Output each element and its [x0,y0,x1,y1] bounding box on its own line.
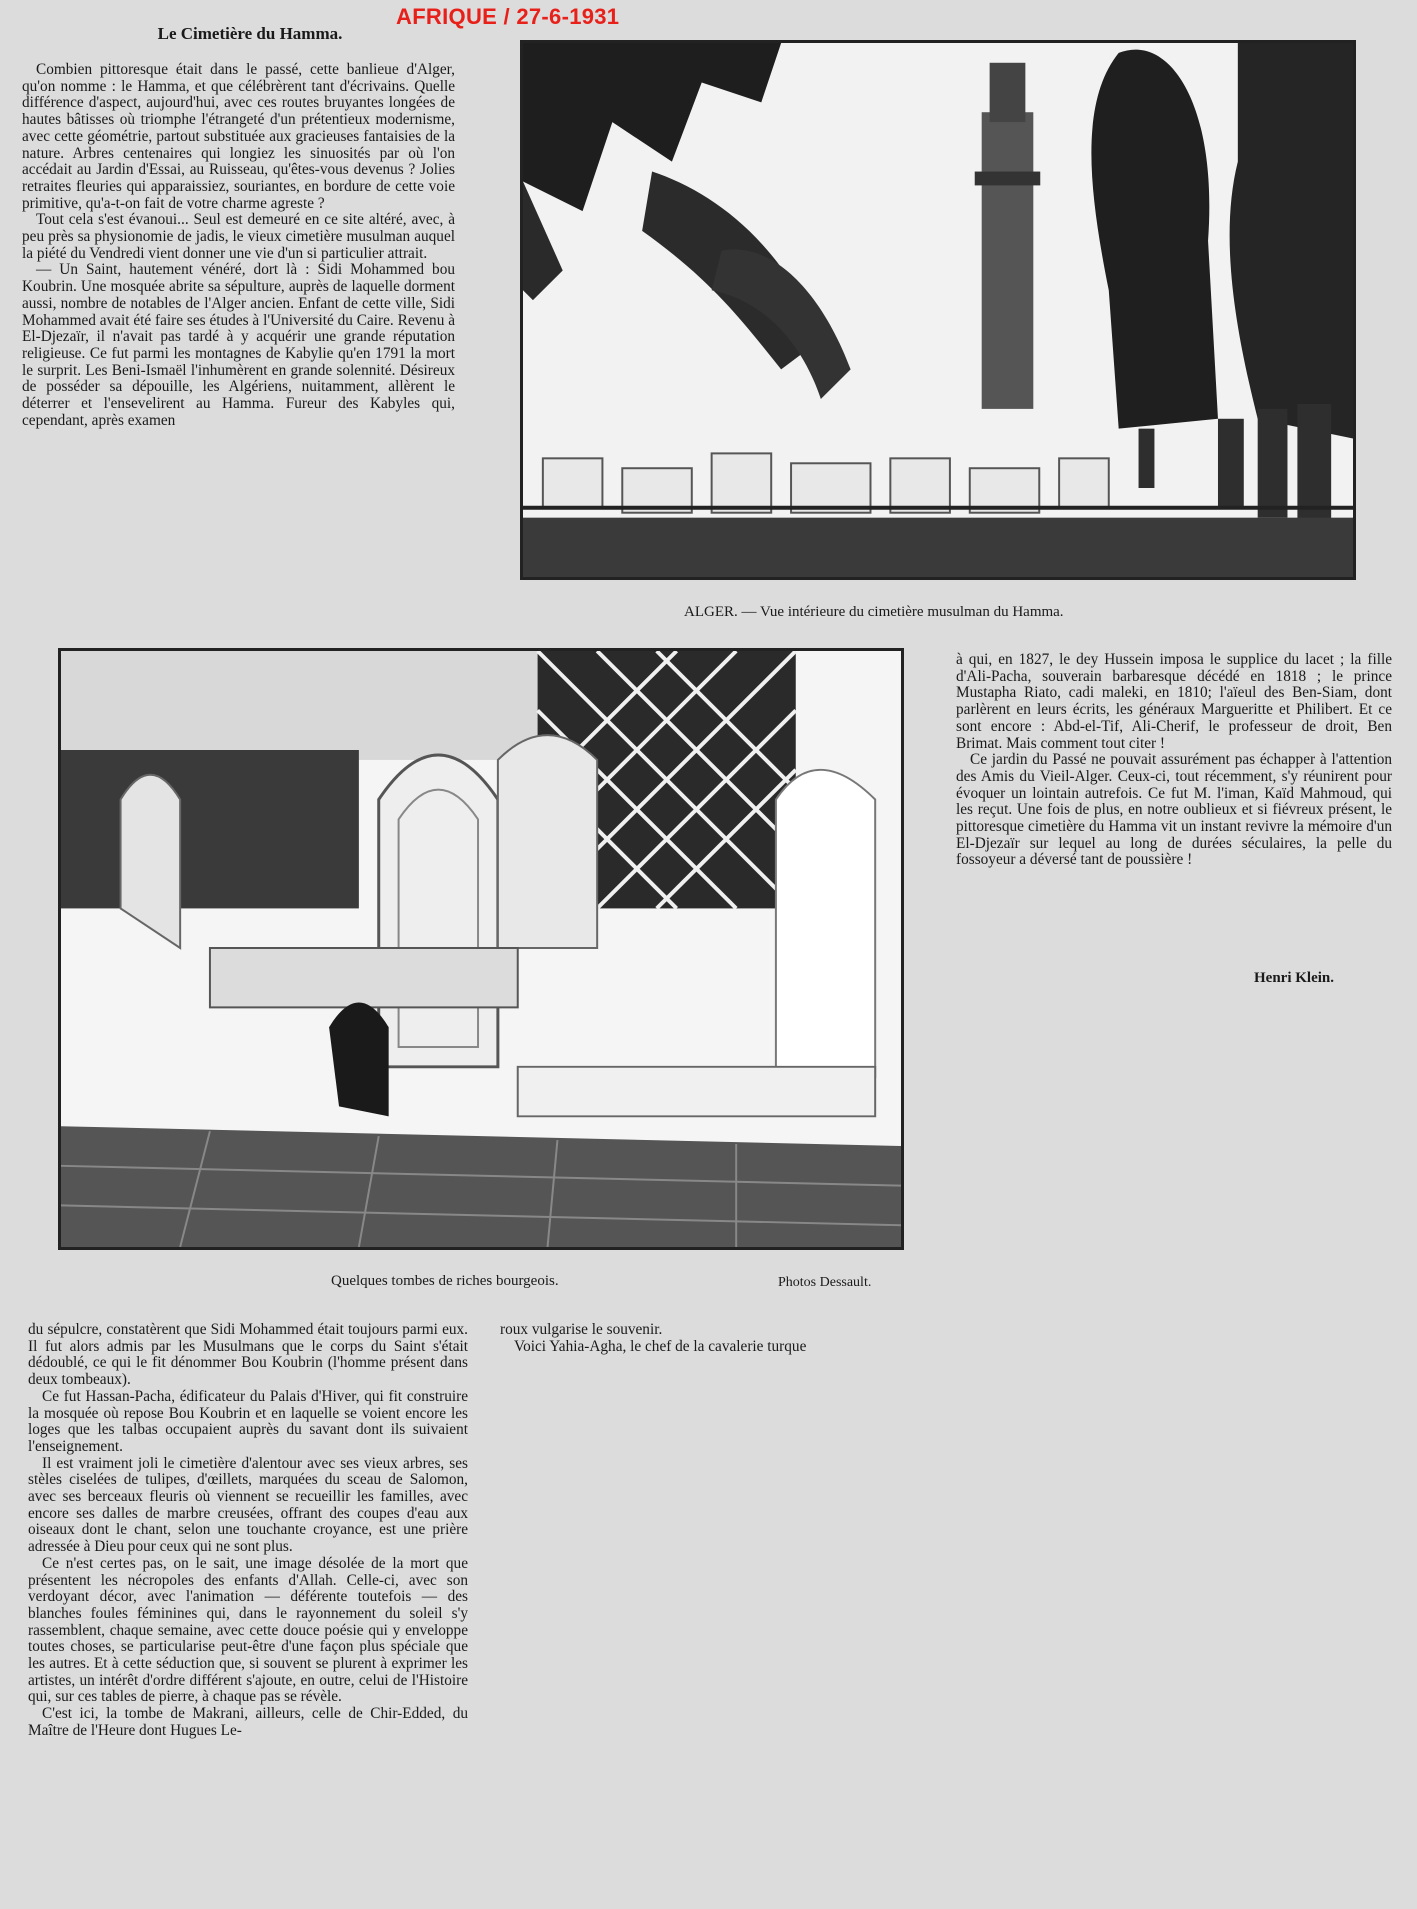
top-photo-caption: ALGER. — Vue intérieure du cimetière musulman du Hamma. [684,604,1064,620]
paragraph: Ce jardin du Passé ne pouvait assurément pas échapper à l'attention des Amis du Vieil-Alger. Ceux-ci, tout récemment, s'y réunirent pour évoquer un lointain autrefois. Ce fut M. l'iman, Kaïd Mahmoud, qui les reçut. Une fois de plus, en notre oublieux et si fiévreux présent, le pittoresque cimetière du Hamma vit un instant revivre la mémoire d'un El-Djezaïr sur lequel au long de durées séculaires, la pelle du fossoyeur a déversé tant de poussière ! [956,751,1392,869]
article-column-4 [956,652,1392,869]
article-column-3 [500,1322,940,1355]
paragraph: Ce fut Hassan-Pacha, édificateur du Palais d'Hiver, qui fit construire la mosquée où repose Bou Koubrin et en laquelle se voient encore les loges que les talbas occupaient auprès du savant dont ils suivaient l'enseignement. [28,1387,468,1455]
article-column-2 [28,1322,468,1740]
paragraph: à qui, en 1827, le dey Hussein imposa le supplice du lacet ; la fille d'Ali-Pacha, souverain barbaresque décédé en 1818 ; le prince Mustapha Riato, cadi maleki, en 1810; l'aïeul des Ben-Siam, dont parlèrent en leurs écrits, les généraux Margueritte et Philibert. Et ce sont encore : Abd-el-Tif, Ali-Cherif, le professeur de droit, Ben Brimat. Mais comment tout citer ! [956,651,1392,752]
archive-stamp: AFRIQUE / 27-6-1931 [396,4,620,29]
tombs-image [61,651,901,1247]
photo-credit: Photos Dessault. [778,1275,872,1290]
tombs-photo [58,648,904,1250]
paragraph: Combien pittoresque était dans le passé, cette banlieue d'Alger, qu'on nomme : le Hamma, et que célébrèrent tant d'écrivains. Quelle différence d'aspect, aujourd'hui, avec ces routes bruyantes longées de hautes bâtisses où triomphe l'étrangeté d'un prétentieux modernisme, avec cette géométrie, partout substituée aux gracieuses fantaisies de la nature. Arbres centenaires qui longiez les sinuosités par où l'on accédait au Jardin d'Essai, au Ruisseau, qu'êtes-vous devenus ? Jolies retraites fleuries qui apparaissiez, souriantes, en bordure de cette voie primitive, qu'a-t-on fait de votre charme agreste ? [22,61,455,212]
paragraph: roux vulgarise le souvenir. [500,1321,663,1338]
paragraph: Ce n'est certes pas, on le sait, une image désolée de la mort que présentent les nécropoles des enfants d'Allah. Celle-ci, avec son verdoyant décor, avec l'animation — déférente toutefois — des blanches foules féminines qui, dans le rayonnement du soleil s'y rassemblent, chaque semaine, avec cette douce poésie qui y enveloppe toutes choses, se particularise peut-être d'une façon plus spéciale que les autres. Et à cette séduction que, si souvent se plurent à exprimer les artistes, un intérêt d'ordre différent s'ajoute, en outre, celui de l'Histoire qui, sur ces tables de pierre, à chaque pas se révèle. [28,1554,468,1706]
paragraph: Voici Yahia-Agha, le chef de la cavalerie turque [514,1337,807,1355]
cemetery-interior-photo [520,40,1356,580]
author-signature: Henri Klein. [1254,970,1334,986]
paragraph: du sépulcre, constatèrent que Sidi Mohammed était toujours parmi eux. Il fut alors admis par les Musulmans que le corps du Saint s'était dédoublé, ce qui le fit dénommer Bou Koubrin (l'homme présent dans deux tombeaux). [28,1321,468,1389]
paragraph: Tout cela s'est évanoui... Seul est demeuré en ce site altéré, avec, à peu près sa physionomie de jadis, le vieux cimetière musulman auquel la piété du Vendredi vient donner une vie d'un si particulier attrait. [22,211,455,262]
cemetery-interior-image [523,43,1353,577]
article-title: Le Cimetière du Hamma. [157,24,343,43]
paragraph: Il est vraiment joli le cimetière d'alentour avec ses vieux arbres, ses stèles ciselées de tulipes, d'œillets, marquées du sceau de Salomon, avec ses berceaux fleuris où viennent se recueillir les familles, avec encore ses dalles de marbre creusées, offrant des coupes d'eau aux oiseaux dont le chant, selon une touchante croyance, est une prière adressée à Dieu pour ceux qui ne sont plus. [28,1454,468,1556]
article-column-1 [22,62,455,429]
bottom-photo-caption: Quelques tombes de riches bourgeois. [331,1273,559,1289]
paragraph: — Un Saint, hautement vénéré, dort là : Sidi Mohammed bou Koubrin. Une mosquée abrite sa sépulture, auprès de laquelle dorment aussi, nombre de notables de l'Alger ancien. Enfant de cette ville, Sidi Mohammed avait été faire ses études à l'Université du Caire. Revenu à El-Djezaïr, il n'avait pas tardé à y acquérir une grande réputation religieuse. Ce fut parmi les montagnes de Kabylie qu'en 1791 la mort le surprit. Les Beni-Ismaël l'inhumèrent en grande solennité. Désireux de posséder sa dépouille, les Algériens, nuitamment, allèrent le déterrer et l'ensevelirent au Hamma. Fureur des Kabyles qui, cependant, après examen [22,261,455,429]
paragraph: C'est ici, la tombe de Makrani, ailleurs, celle de Chir-Edded, du Maître de l'Heure dont Hugues Le- [28,1705,468,1739]
